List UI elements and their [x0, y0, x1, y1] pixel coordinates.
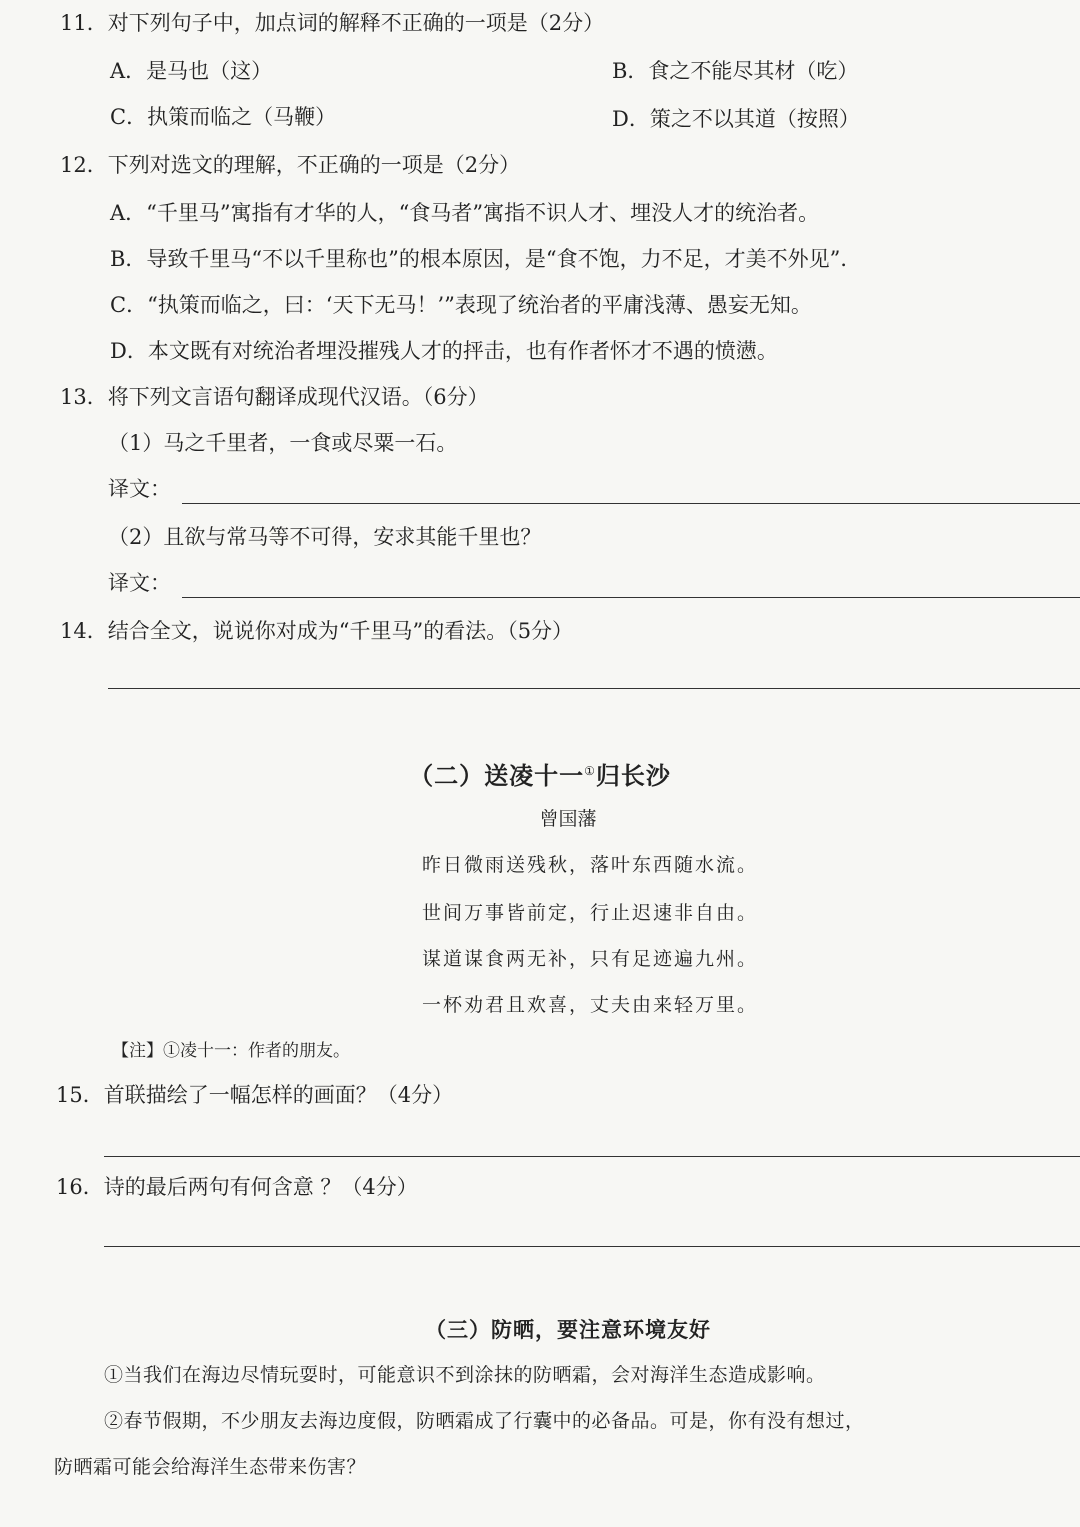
- q12-option-a: A．“千里马”寓指有才华的人，“食马者”寓指不识人才、埋没人才的统治者。: [110, 201, 820, 225]
- q11-option-d: D．策之不以其道（按照）: [612, 107, 860, 131]
- q12-stem: 12．下列对选文的理解，不正确的一项是（2分）: [60, 153, 521, 177]
- poem-line-1: 昨日微雨送残秋，落叶东西随水流。: [421, 854, 758, 876]
- poem-title-tail: 归长沙: [595, 761, 671, 790]
- q12-option-c: C．“执策而临之，曰：‘天下无马！’”表现了统治者的平庸浅薄、愚妄无知。: [110, 293, 812, 317]
- q16-answer-line[interactable]: [104, 1246, 1080, 1247]
- poem-title: [0, 756, 1080, 791]
- q12-option-d: D．本文既有对统治者埋没摧残人才的抨击，也有作者怀才不遇的愤懑。: [110, 339, 778, 363]
- section3-paragraph-2-line-2: 防晒霜可能会给海洋生态带来伤害？: [54, 1456, 367, 1478]
- poem-title-main: （二）送凌十一: [409, 761, 585, 790]
- q11-stem: 11．对下列句子中，加点词的解释不正确的一项是（2分）: [60, 11, 605, 35]
- q13-stem: 13．将下列文言语句翻译成现代汉语。（6分）: [60, 385, 489, 409]
- poem-author: 曾国藩: [539, 808, 597, 830]
- q11-option-c: C．执策而临之（马鞭）: [110, 105, 337, 129]
- q13-answer-line-1[interactable]: [182, 503, 1080, 504]
- q13-answer-label-1: 译文：: [108, 477, 171, 501]
- section3-title: （三）防晒，要注意环境友好: [425, 1317, 711, 1342]
- section3-paragraph-2-line-1: ②春节假期，不少朋友去海边度假，防晒霜成了行囊中的必备品。可是，你有没有想过，: [104, 1410, 865, 1432]
- poem-line-4: 一杯劝君且欢喜，丈夫由来轻万里。: [421, 994, 758, 1016]
- section3-paragraph-1: ①当我们在海边尽情玩耍时，可能意识不到涂抹的防晒霜，会对海洋生态造成影响。: [104, 1364, 826, 1386]
- q11-option-a: A．是马也（这）: [110, 59, 273, 83]
- q15-stem: 15．首联描绘了一幅怎样的画面？（4分）: [56, 1083, 454, 1107]
- q15-answer-line[interactable]: [104, 1156, 1080, 1157]
- q11-option-b: B．食之不能尽其材（吃）: [612, 59, 859, 83]
- q13-sentence-2: （2）且欲与常马等不可得，安求其能千里也？: [108, 525, 542, 549]
- q13-answer-label-2: 译文：: [108, 571, 171, 595]
- poem-line-3: 谋道谋食两无补，只有足迹遍九州。: [421, 948, 758, 970]
- q14-answer-line[interactable]: [108, 688, 1080, 689]
- q13-sentence-1: （1）马之千里者，一食或尽粟一石。: [108, 431, 458, 455]
- poem-title-footnote-mark: ①: [584, 764, 596, 778]
- poem-line-2: 世间万事皆前定，行止迟速非自由。: [421, 902, 758, 924]
- q13-answer-line-2[interactable]: [182, 597, 1080, 598]
- q16-stem: 16．诗的最后两句有何含意 ？（4分）: [56, 1175, 418, 1199]
- poem-note: 【注】①凌十一：作者的朋友。: [112, 1041, 350, 1061]
- q12-option-b: B．导致千里马“不以千里称也”的根本原因，是“食不饱，力不足，才美不外见”．: [110, 247, 862, 271]
- q14-stem: 14．结合全文，说说你对成为“千里马”的看法。（5分）: [60, 619, 574, 643]
